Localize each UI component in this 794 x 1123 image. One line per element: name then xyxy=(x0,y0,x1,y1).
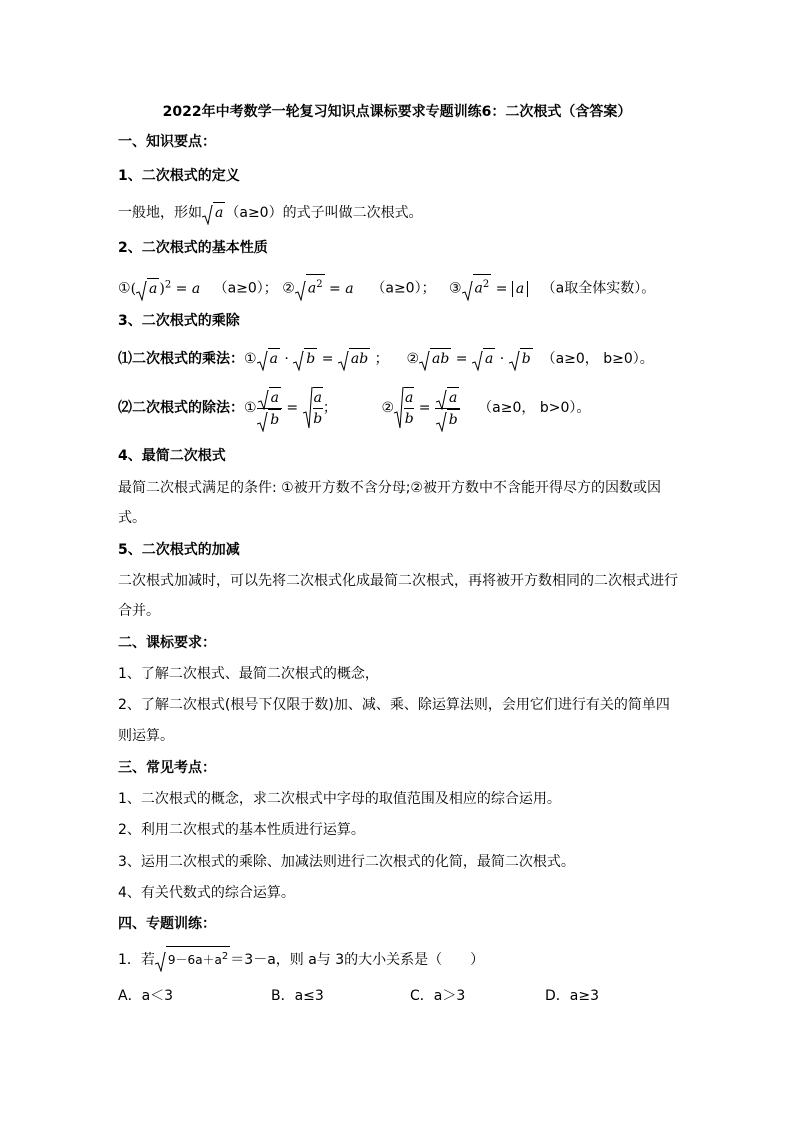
property-3-formula: $a^2 = a$ xyxy=(462,281,529,297)
property-3-marker: ③ xyxy=(448,280,462,297)
document-title: 2022年中考数学一轮复习知识点课标要求专题训练6：二次根式（含答案） xyxy=(162,104,632,120)
standard-2: 2、了解二次根式(根号下仅限于数)加、减、乘、除运算法则，会用它们进行有关的简单四 xyxy=(118,697,670,713)
heading-mul-div: 3、二次根式的乘除 xyxy=(118,313,240,329)
add-sub-text-2: 合并。 xyxy=(118,603,160,619)
division-marker-2: ② xyxy=(381,400,394,416)
property-1-formula: ( a )$^2$ = a xyxy=(131,281,201,297)
division-marker-1: ① xyxy=(244,400,257,416)
question-1 xyxy=(118,946,484,970)
option-a: A．a＜3 xyxy=(118,988,174,1004)
standard-1: 1、了解二次根式、最简二次根式的概念， xyxy=(118,666,379,682)
property-1-condition: （a≥0）； xyxy=(213,280,278,297)
definition-post: 的式子叫做二次根式。 xyxy=(282,205,423,221)
option-c: C．a＞3 xyxy=(410,988,466,1004)
property-2-marker: ② xyxy=(282,280,295,297)
definition-condition: （a≥0） xyxy=(225,205,283,221)
section-training: 四、专题训练： xyxy=(118,916,216,932)
division-label: ⑵二次根式的除法： xyxy=(118,400,244,416)
property-2-condition: （a≥0）； xyxy=(371,280,436,297)
multiplication-line: ⑴二次根式的乘法：① a · b = ab ； ② ab = a · b （a≥0， b≥0）。 xyxy=(118,348,654,369)
multiplication-label: ⑴二次根式的乘法： xyxy=(118,351,244,367)
question-1-radicand: 9－6a＋a xyxy=(167,953,222,967)
add-sub-text-1: 二次根式加减时，可以先将二次根式化成最简二次根式，再将被开方数相同的二次根式进行 xyxy=(118,573,678,589)
simplest-text-1: 最简二次根式满足的条件: ①被开方数不含分母;②被开方数中不含能开得尽方的因数或因 xyxy=(118,480,661,496)
formula-sqrt-a: a xyxy=(202,202,225,223)
division-formula-2: $\frac{a}{b}$ = $\frac{a}{b}$ xyxy=(394,400,460,416)
property-1-marker: ① xyxy=(118,280,131,297)
definition-pre: 一般地，形如 xyxy=(118,205,202,221)
exam-point-4: 4、有关代数式的综合运算。 xyxy=(118,885,295,901)
heading-definition: 1、二次根式的定义 xyxy=(118,168,240,184)
section-standards: 二、课标要求： xyxy=(118,635,216,651)
heading-properties: 2、二次根式的基本性质 xyxy=(118,240,268,256)
multiplication-marker-1: ① xyxy=(244,351,257,367)
exam-point-3: 3、运用二次根式的乘除、加减法则进行二次根式的化简，最简二次根式。 xyxy=(118,854,575,870)
option-d: D．a≥3 xyxy=(545,988,599,1004)
multiplication-formula-2: ab = a · b xyxy=(419,351,533,367)
option-b: B．a≤3 xyxy=(271,988,324,1004)
division-condition: （a≥0， b>0）。 xyxy=(478,400,591,416)
question-1-options xyxy=(118,986,678,1006)
exam-point-1: 1、二次根式的概念，求二次根式中字母的取值范围及相应的综合运用。 xyxy=(118,791,561,807)
multiplication-condition: （a≥0， b≥0）。 xyxy=(541,351,654,367)
exam-point-2: 2、利用二次根式的基本性质进行运算。 xyxy=(118,822,365,838)
question-1-prefix: 1．若 xyxy=(118,952,155,968)
properties-line xyxy=(118,274,655,299)
multiplication-formula-1: a · b = ab xyxy=(257,351,371,367)
simplest-text-2: 式。 xyxy=(118,510,146,526)
question-1-stem: ＝3－a，则 a与 3的大小关系是（ ） xyxy=(230,952,485,968)
section-knowledge: 一、知识要点： xyxy=(118,134,216,150)
section-exam-points: 三、常见考点： xyxy=(118,760,216,776)
division-line: ⑵二次根式的除法：① $\frac{a}{b}$ = $\frac{a}{b}$ ； ② $\frac{a}{b}$ = $\frac{a}{b}$ （a≥0， b>0）。 xyxy=(118,386,590,430)
division-formula-1: $\frac{a}{b}$ = $\frac{a}{b}$ xyxy=(257,400,323,416)
heading-add-sub: 5、二次根式的加减 xyxy=(118,542,240,558)
question-1-radical: $9-6a+a^2$ xyxy=(155,946,230,970)
heading-simplest: 4、最简二次根式 xyxy=(118,448,226,464)
standard-3: 则运算。 xyxy=(118,728,174,744)
property-2-formula: $a^2 = a$ xyxy=(295,281,354,297)
multiplication-marker-2: ② xyxy=(406,351,420,367)
property-3-condition: （a取全体实数）。 xyxy=(541,280,656,297)
definition-line xyxy=(118,202,423,223)
